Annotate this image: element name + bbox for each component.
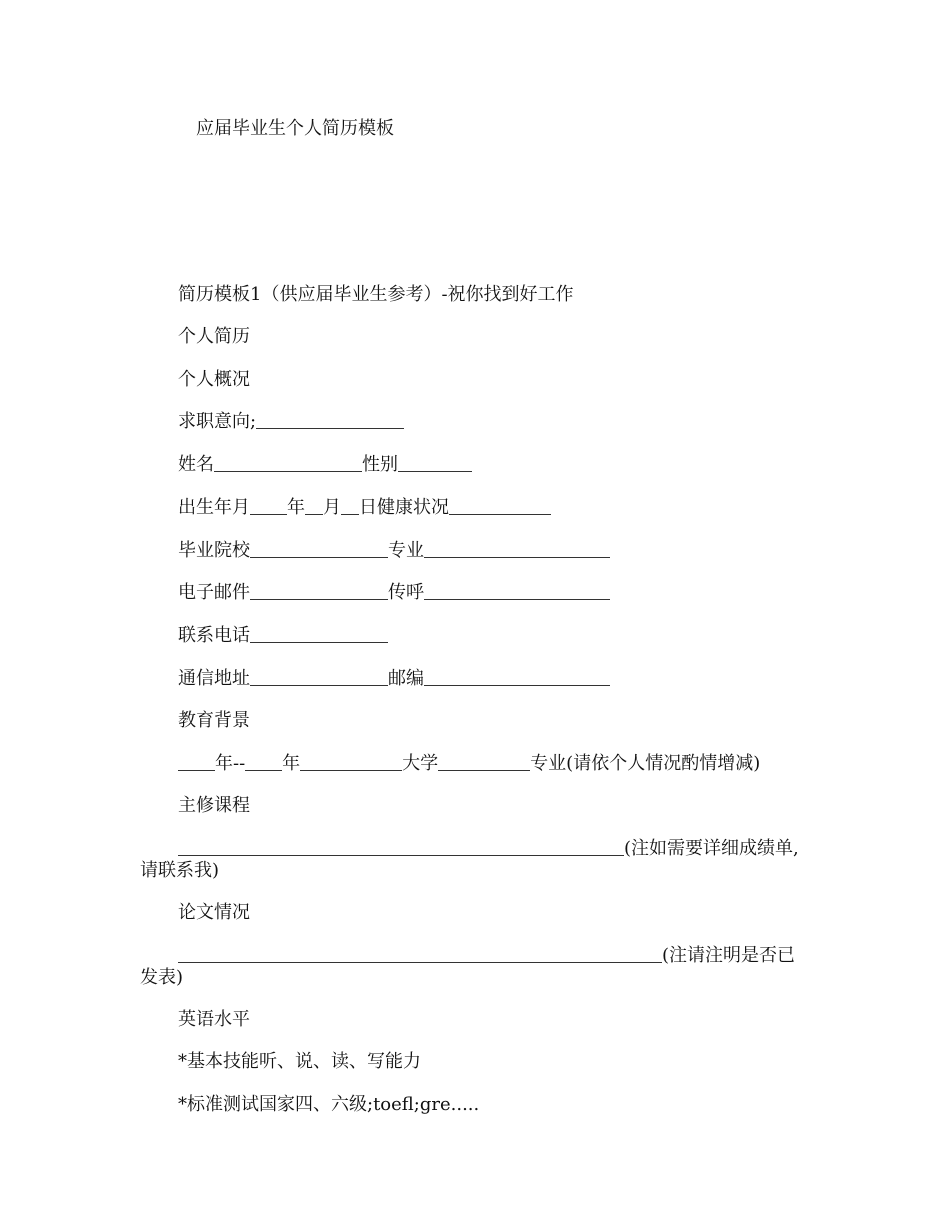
document-title: 应届毕业生个人简历模板 [196, 118, 394, 139]
day-health-label: 日健康状况 [359, 497, 449, 518]
thesis-blank [178, 946, 662, 963]
edu-major-blank [438, 754, 530, 771]
address-postcode-row [178, 668, 610, 690]
objective-row [178, 411, 404, 433]
standard-tests: *标准测试国家四、六级;toefl;gre..... [178, 1094, 480, 1115]
thesis-note-b: 发表) [140, 967, 184, 988]
section-thesis: 论文情况 [178, 902, 250, 923]
phone-row [178, 625, 388, 647]
courses-note-b: 请联系我) [140, 860, 220, 881]
month-label: 月 [323, 497, 341, 518]
edu-university-label: 大学 [402, 753, 439, 774]
section-resume: 个人简历 [178, 326, 250, 347]
birth-health-row [178, 497, 551, 519]
birth-year-blank [250, 498, 287, 515]
thesis-row [178, 945, 795, 967]
major-label: 专业 [388, 540, 424, 561]
email-label: 电子邮件 [178, 582, 250, 603]
health-blank [449, 498, 551, 515]
objective-blank [256, 412, 404, 429]
email-blank [250, 583, 388, 600]
basic-skills: *基本技能听、说、读、写能力 [178, 1051, 421, 1072]
year-label: 年 [287, 497, 305, 518]
address-blank [250, 669, 388, 686]
edu-start-blank [178, 754, 215, 771]
name-gender-row [178, 454, 472, 476]
pager-label: 传呼 [388, 582, 424, 603]
name-label: 姓名 [178, 454, 214, 475]
edu-year1-label: 年-- [215, 753, 246, 774]
thesis-note-a: (注请注明是否已 [662, 945, 796, 966]
gender-blank [398, 455, 472, 472]
school-major-row [178, 540, 610, 562]
birth-month-blank [305, 498, 323, 515]
edu-year2-label: 年 [282, 753, 301, 774]
template-heading: 简历模板1（供应届毕业生参考）-祝你找到好工作 [178, 284, 574, 305]
email-pager-row [178, 582, 610, 604]
name-blank [214, 455, 362, 472]
phone-blank [250, 626, 388, 643]
gender-label: 性别 [362, 454, 398, 475]
edu-major-note: 专业(请依个人情况酌情增减) [530, 753, 761, 774]
major-blank [424, 541, 610, 558]
pager-blank [424, 583, 610, 600]
address-label: 通信地址 [178, 668, 250, 689]
birth-day-blank [341, 498, 359, 515]
phone-label: 联系电话 [178, 625, 250, 646]
courses-blank [178, 839, 624, 856]
edu-end-blank [245, 754, 282, 771]
birth-label: 出生年月 [178, 497, 250, 518]
postcode-label: 邮编 [388, 668, 424, 689]
school-label: 毕业院校 [178, 540, 250, 561]
courses-note-a: (注如需要详细成绩单, [624, 838, 799, 859]
education-row [178, 753, 760, 775]
courses-row [178, 838, 799, 860]
section-overview: 个人概况 [178, 369, 250, 390]
section-education: 教育背景 [178, 710, 250, 731]
section-courses: 主修课程 [178, 795, 250, 816]
edu-university-blank [300, 754, 402, 771]
school-blank [250, 541, 388, 558]
section-english: 英语水平 [178, 1009, 250, 1030]
objective-label: 求职意向; [178, 411, 257, 432]
postcode-blank [424, 669, 610, 686]
